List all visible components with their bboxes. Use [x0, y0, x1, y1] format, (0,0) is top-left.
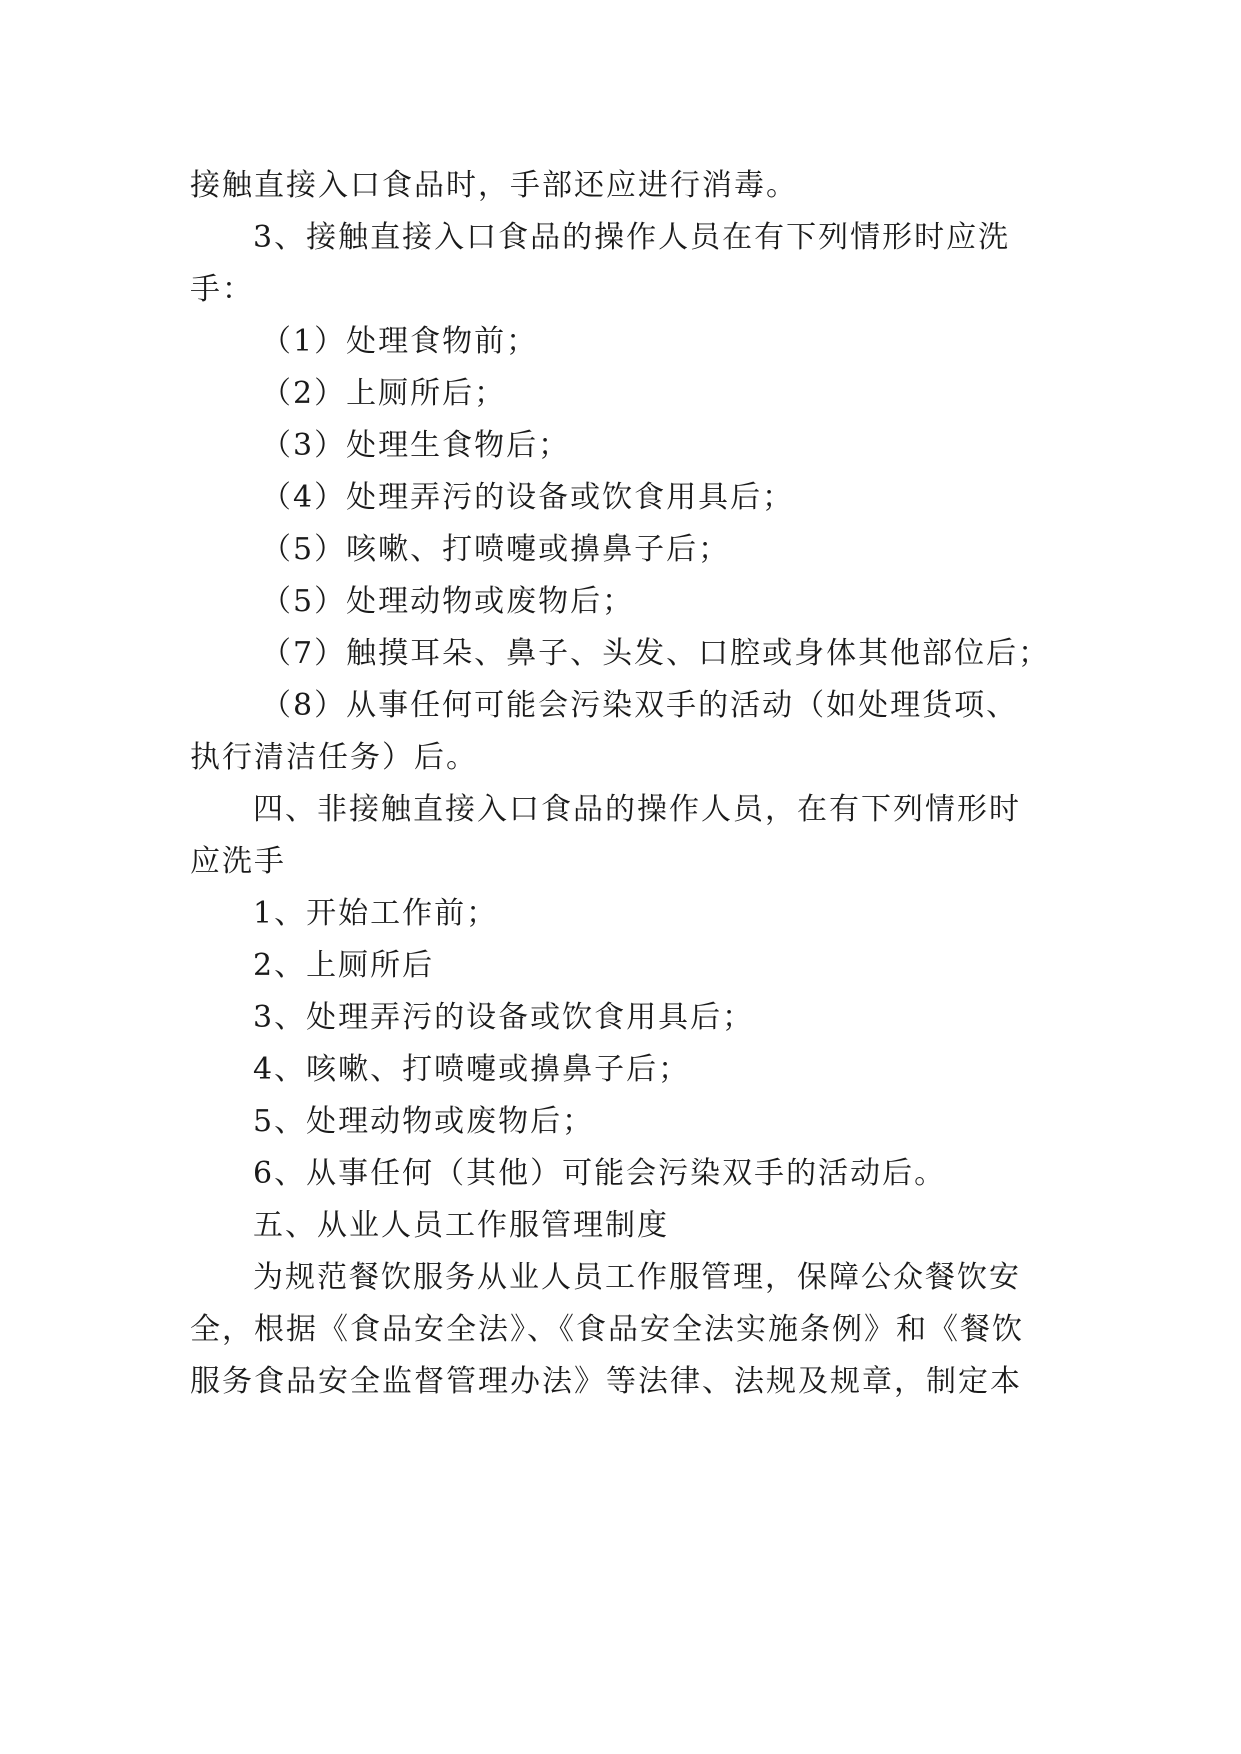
section-heading: 四、非接触直接入口食品的操作人员，在有下列情形时 [253, 792, 1021, 827]
list-item: （2）上厕所后； [261, 376, 507, 411]
list-item: （1）处理食物前； [261, 324, 539, 359]
text-line: 应洗手 [190, 844, 286, 879]
text-line: 执行清洁任务）后。 [190, 740, 478, 775]
list-item: （3）处理生食物后； [261, 428, 571, 463]
list-item: 4、咳嗽、打喷嚏或擤鼻子后； [253, 1052, 691, 1087]
paragraph-line: 服务食品安全监督管理办法》等法律、法规及规章，制定本 [190, 1364, 1022, 1399]
list-item: 6、从事任何（其他）可能会污染双手的活动后。 [253, 1156, 947, 1191]
list-item: （7）触摸耳朵、鼻子、头发、口腔或身体其他部位后； [261, 636, 1051, 671]
list-item: 2、上厕所后 [253, 948, 435, 983]
text-line: 3、接触直接入口食品的操作人员在有下列情形时应洗 [253, 220, 1011, 255]
list-item: 1、开始工作前； [253, 896, 499, 931]
list-item: 5、处理动物或废物后； [253, 1104, 595, 1139]
list-item: （8）从事任何可能会污染双手的活动（如处理货项、 [261, 688, 1019, 723]
section-heading: 五、从业人员工作服管理制度 [253, 1208, 669, 1243]
text-line: 接触直接入口食品时，手部还应进行消毒。 [190, 168, 798, 203]
list-item: （4）处理弄污的设备或饮食用具后； [261, 480, 795, 515]
list-item: 3、处理弄污的设备或饮食用具后； [253, 1000, 755, 1035]
paragraph-line: 全，根据《食品安全法》、《食品安全法实施条例》和《餐饮 [190, 1312, 1024, 1347]
paragraph-line: 为规范餐饮服务从业人员工作服管理，保障公众餐饮安 [253, 1260, 1021, 1295]
list-item: （5）处理动物或废物后； [261, 584, 635, 619]
text-line: 手： [190, 272, 254, 307]
list-item: （5）咳嗽、打喷嚏或擤鼻子后； [261, 532, 731, 567]
